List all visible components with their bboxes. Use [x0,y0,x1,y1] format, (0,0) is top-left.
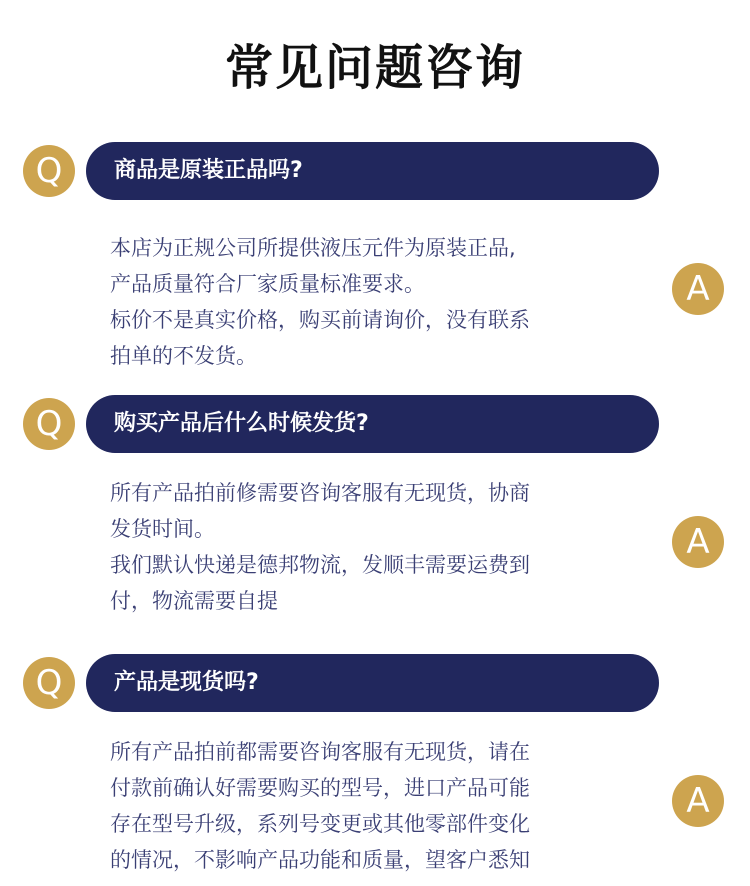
page-title: 常见问题咨询 [224,40,525,96]
a-badge-icon: A [672,516,724,568]
q-badge-icon: Q [23,398,75,450]
answer-line: 付款前确认好需要购买的型号，进口产品可能 [110,776,530,800]
answer-text [110,475,640,619]
q-badge-icon: Q [23,145,75,197]
question-bar: 产品是现货吗? [86,654,659,712]
answer-line: 的情况，不影响产品功能和质量，望客户悉知 [110,848,530,872]
question-bar: 商品是原装正品吗? [86,142,659,200]
answer-line: 标价不是真实价格，购买前请询价，没有联系 [110,308,530,332]
question-bar: 购买产品后什么时候发货? [86,395,659,453]
q-badge-icon: Q [23,657,75,709]
answer-line: 付，物流需要自提 [110,589,278,613]
answer-text [110,230,640,374]
a-badge-icon: A [672,775,724,827]
answer-line: 所有产品拍前修需要咨询客服有无现货，协商 [110,481,530,505]
answer-text [110,734,640,878]
answer-line: 拍单的不发货。 [110,344,257,368]
answer-line: 本店为正规公司所提供液压元件为原装正品, [110,236,516,260]
answer-line: 产品质量符合厂家质量标准要求。 [110,272,425,296]
answer-line: 我们默认快递是德邦物流，发顺丰需要运费到 [110,553,530,577]
answer-line: 发货时间。 [110,517,215,541]
answer-line: 所有产品拍前都需要咨询客服有无现货，请在 [110,740,530,764]
answer-line: 存在型号升级，系列号变更或其他零部件变化 [110,812,530,836]
a-badge-icon: A [672,263,724,315]
